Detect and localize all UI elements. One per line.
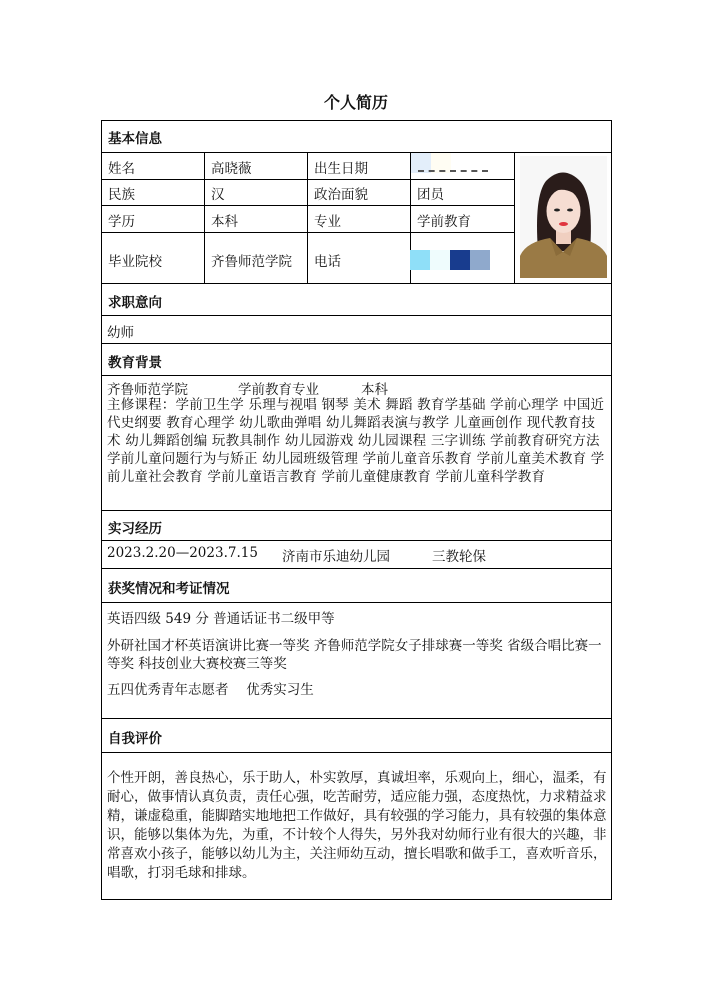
divider [101,152,612,153]
divider [101,315,612,316]
self-evaluation-text: 个性开朗，善良热心，乐于助人，朴实敦厚，真诚坦率，乐观向上，细心，温柔，有耐心，做事情认真负责，责任心强，吃苦耐劳，适应能力强，态度热忱，力求精益求精，谦虚稳重，能脚踏实地地把工作做好，具有较强的学习能力，具有较强的集体意识，能够以集体为先，为重，不计较个人得失，另外我对幼师行业有很大的兴趣，非常喜欢小孩子，能够以幼儿为主，关注师幼互动，擅长唱歌和做手工，喜欢听音乐，唱歌，打羽毛球和排球。 [107,770,607,881]
redacted-phone [410,250,430,270]
value-political-status: 团员 [417,187,444,203]
edu-major: 学前教育专业 [238,382,319,398]
divider [101,540,612,541]
internship-place: 济南市乐迪幼儿园 [282,549,390,565]
section-education: 教育背景 [108,355,162,371]
label-phone: 电话 [314,254,341,270]
value-school: 齐鲁师范学院 [211,254,292,270]
award-item: 外研社国才杯英语演讲比赛一等奖 齐鲁师范学院女子排球赛一等奖 省级合唱比赛一等奖 科技创业大赛校赛三等奖 [107,638,602,672]
redacted-phone [430,250,450,270]
label-birthdate: 出生日期 [314,161,368,177]
divider [514,152,515,283]
edu-school: 齐鲁师范学院 [107,382,188,398]
label-name: 姓名 [108,161,135,177]
divider [307,152,308,283]
divider [101,510,612,511]
divider [101,568,612,569]
divider [101,375,612,376]
divider [101,718,612,719]
portrait-photo [520,156,607,278]
divider [101,343,612,344]
value-name: 高晓薇 [211,161,252,177]
page-title: 个人简历 [323,93,388,112]
redacted-birthdate [418,170,488,172]
divider [101,283,612,284]
value-ethnicity: 汉 [211,187,225,203]
job-intent-value: 幼师 [107,325,134,341]
internship-period: 2023.2.20—2023.7.15 [107,545,258,561]
award-item: 英语四级 549 分 普通话证书二级甲等 [107,611,335,627]
section-internship: 实习经历 [108,521,162,537]
redacted-phone [450,250,470,270]
divider [204,152,205,283]
edu-degree: 本科 [361,382,388,398]
divider [101,752,612,753]
divider [101,602,612,603]
label-major: 专业 [314,214,341,230]
label-ethnicity: 民族 [108,187,135,203]
redacted-cover [411,233,490,251]
internship-role: 三教轮保 [432,549,486,565]
award-item: 五四优秀青年志愿者 优秀实习生 [107,682,314,698]
label-political-status: 政治面貌 [314,187,368,203]
value-major: 学前教育 [417,214,471,230]
section-awards: 获奖情况和考证情况 [108,581,230,597]
label-education: 学历 [108,214,135,230]
value-education: 本科 [211,214,238,230]
section-self-evaluation: 自我评价 [108,731,162,747]
edu-courses: 主修课程：学前卫生学 乐理与视唱 钢琴 美术 舞蹈 教育学基础 学前心理学 中国近代史纲要 教育心理学 幼儿歌曲弹唱 幼儿舞蹈表演与教学 儿童画创作 现代教育技术 幼儿舞蹈创编 玩教具制作 幼儿园游戏 幼儿园课程 三字训练 学前教育研究方法 学前儿童问题行为与矫正 幼儿园班级管理 学前儿童音乐教育 学前儿童美术教育 学前儿童社会教育 学前儿童语言教育 学前儿童健康教育 学前儿童科学教育 [107,397,605,485]
label-school: 毕业院校 [108,254,162,270]
section-basic-info: 基本信息 [108,131,162,147]
redacted-phone [470,250,490,270]
section-job-intent: 求职意向 [108,295,162,311]
